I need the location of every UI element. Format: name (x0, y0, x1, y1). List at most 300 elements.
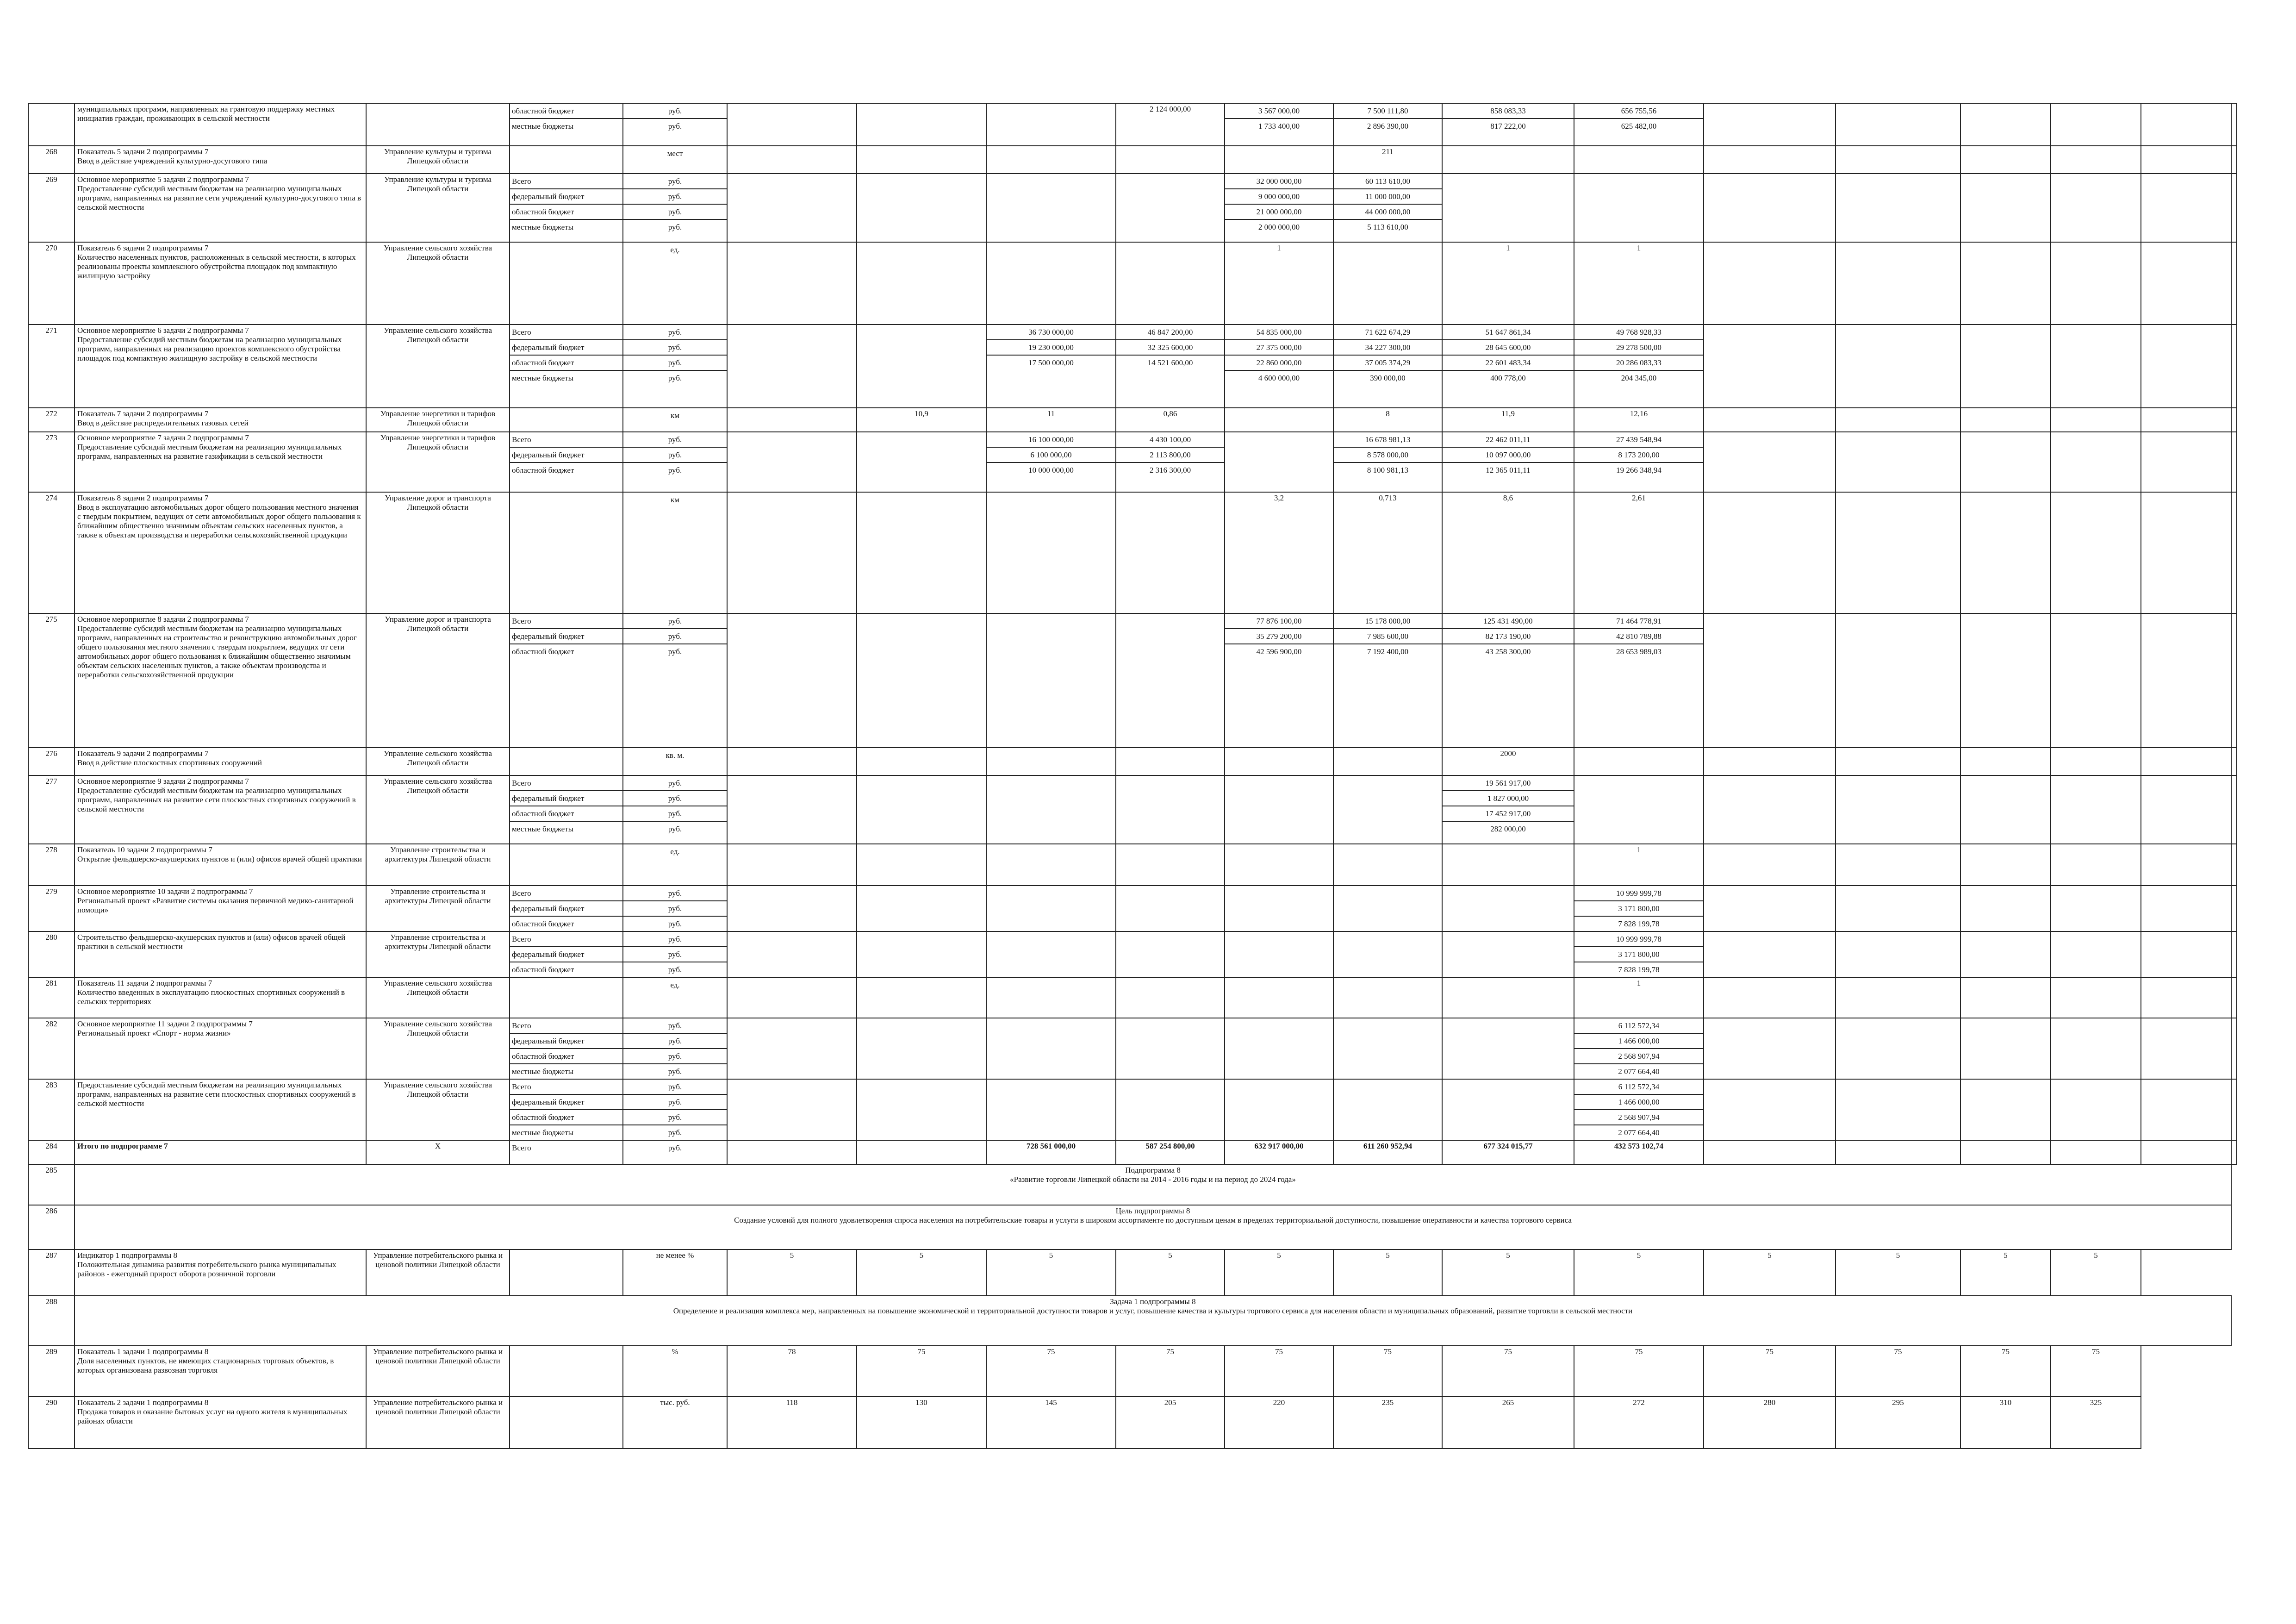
funding-source-line: областной бюджет (510, 356, 622, 371)
value-cell (1960, 775, 2051, 844)
row-number: 276 (28, 748, 75, 775)
value-cell: 5 (1960, 1249, 2051, 1296)
funding-source (510, 977, 623, 1018)
value-cell (1333, 748, 1442, 775)
value-cell (1704, 103, 1836, 146)
value-cell (2231, 886, 2237, 931)
value-cell-line: 9 000 000,00 (1225, 189, 1333, 205)
value-cell (1116, 492, 1225, 613)
value-cell: 130 (857, 1397, 986, 1449)
row-executor: Управление сельского хозяйства Липецкой области (366, 325, 510, 408)
funding-source-line: областной бюджет (510, 1110, 622, 1125)
value-cell (727, 931, 857, 977)
unit-cell-line: руб. (623, 340, 727, 356)
value-cell (986, 492, 1116, 613)
value-cell (1116, 174, 1225, 242)
value-cell: 5 (1442, 1249, 1574, 1296)
value-cell-line: 35 279 200,00 (1225, 629, 1333, 644)
value-cell (1116, 775, 1225, 844)
table-row (28, 748, 2237, 775)
unit-cell (623, 1140, 727, 1164)
value-cell-line: 19 561 917,00 (1443, 776, 1574, 791)
value-cell (1225, 325, 1333, 408)
value-cell (1836, 1140, 1960, 1164)
value-cell (2051, 146, 2141, 174)
value-cell (2051, 977, 2141, 1018)
table-row (28, 977, 2237, 1018)
row-executor: X (366, 1140, 510, 1164)
row-description: Показатель 2 задачи 1 подпрограммы 8 Продажа товаров и оказание бытовых услуг на одного жителя в муниципальных районах области (75, 1397, 366, 1449)
unit-cell-line: руб. (623, 1095, 727, 1110)
value-cell-line: 1 466 000,00 (1574, 1095, 1703, 1110)
row-executor: Управление сельского хозяйства Липецкой области (366, 775, 510, 844)
row-executor: Управление сельского хозяйства Липецкой области (366, 242, 510, 325)
value-cell: 432 573 102,74 (1574, 1140, 1704, 1164)
table-row (28, 103, 2237, 146)
value-cell (1333, 613, 1442, 748)
value-cell: 211 (1333, 146, 1442, 174)
value-cell (1225, 1018, 1333, 1079)
value-cell (2231, 844, 2237, 886)
value-cell: 2,61 (1574, 492, 1704, 613)
value-cell: 75 (1960, 1346, 2051, 1397)
value-cell (857, 432, 986, 492)
row-number: 289 (28, 1346, 75, 1397)
value-cell (1225, 886, 1333, 931)
funding-source-line: Всего (512, 1143, 531, 1152)
value-cell (1116, 146, 1225, 174)
value-cell-line: 625 482,00 (1621, 122, 1657, 131)
value-cell (1836, 613, 1960, 748)
row-executor: Управление сельского хозяйства Липецкой области (366, 1079, 510, 1140)
value-cell (2141, 844, 2231, 886)
funding-source (510, 146, 623, 174)
funding-source-line: Всего (510, 1080, 622, 1095)
unit-cell (623, 103, 727, 146)
value-cell (1225, 146, 1333, 174)
value-cell-line: 3 171 800,00 (1574, 901, 1703, 917)
table-row (28, 844, 2237, 886)
value-cell (2141, 242, 2231, 325)
value-cell (1836, 408, 1960, 432)
value-cell (1704, 408, 1836, 432)
row-executor: Управление сельского хозяйства Липецкой области (366, 1018, 510, 1079)
value-cell (1574, 103, 1704, 146)
value-cell (1225, 931, 1333, 977)
value-cell-line: 77 876 100,00 (1225, 614, 1333, 629)
value-cell (2231, 775, 2237, 844)
value-cell (2231, 1018, 2237, 1079)
funding-source-line: местные бюджеты (512, 223, 574, 231)
row-executor: Управление культуры и туризма Липецкой области (366, 174, 510, 242)
unit-cell: тыс. руб. (623, 1397, 727, 1449)
value-cell (1442, 886, 1574, 931)
unit-cell (623, 748, 727, 775)
value-cell: 8 (1333, 408, 1442, 432)
funding-source-line: областной бюджет (512, 647, 574, 656)
unit-cell (623, 325, 727, 408)
value-cell (1704, 844, 1836, 886)
value-cell (2141, 1018, 2231, 1079)
value-cell-line: 42 810 789,88 (1574, 629, 1703, 644)
value-cell (727, 844, 857, 886)
value-cell (857, 748, 986, 775)
value-cell (1836, 931, 1960, 977)
row-description: Основное мероприятие 10 задачи 2 подпрограммы 7 Региональный проект «Развитие системы оказания первичной медико-санитарной помощи» (75, 886, 366, 931)
value-cell-line: 12 365 011,11 (1486, 466, 1531, 475)
value-cell: 75 (1333, 1346, 1442, 1397)
row-description: Показатель 9 задачи 2 подпрограммы 7 Ввод в действие плоскостных спортивных сооружений (75, 748, 366, 775)
unit-cell (623, 242, 727, 325)
value-cell (1704, 492, 1836, 613)
value-cell (857, 146, 986, 174)
value-cell (1704, 1140, 1836, 1164)
unit-cell-line: руб. (623, 189, 727, 205)
value-cell (857, 613, 986, 748)
unit-cell (623, 492, 727, 613)
value-cell (1960, 432, 2051, 492)
value-cell-line: 43 258 300,00 (1485, 647, 1531, 656)
row-executor: Управление дорог и транспорта Липецкой области (366, 613, 510, 748)
value-cell-line: 4 430 100,00 (1116, 432, 1224, 448)
value-cell: 5 (1225, 1249, 1333, 1296)
row-description: Индикатор 1 подпрограммы 8 Положительная динамика развития потребительского рынка муниципальных районов - ежегодный прирост оборота розничной торговли (75, 1249, 366, 1296)
value-cell: 220 (1225, 1397, 1333, 1449)
funding-source (510, 748, 623, 775)
row-number (28, 103, 75, 146)
row-number: 287 (28, 1249, 75, 1296)
value-cell (1333, 325, 1442, 408)
row-description: Показатель 8 задачи 2 подпрограммы 7 Ввод в эксплуатацию автомобильных дорог общего пользования местного значения с твердым покрытием, ведущих от сети автомобильных дорог общего пользования к ближайшим общественно значимым объектам сельских населенных пунктов, а также к объектам производства и переработки сельскохозяйственной продукции (75, 492, 366, 613)
value-cell (986, 174, 1116, 242)
funding-source (510, 1140, 623, 1164)
row-description: Основное мероприятие 9 задачи 2 подпрограммы 7 Предоставление субсидий местным бюджетам на реализацию муниципальных программ, направленных на развитие сети плоскостных спортивных сооружений в сельской местности (75, 775, 366, 844)
value-cell-line: 51 647 861,34 (1443, 325, 1574, 340)
unit-cell-line: кв. м. (666, 751, 684, 760)
row-description: Предоставление субсидий местным бюджетам на реализацию муниципальных программ, направленных на развитие сети плоскостных спортивных сооружений в сельской местности (75, 1079, 366, 1140)
value-cell (1225, 103, 1333, 146)
row-executor: Управление сельского хозяйства Липецкой области (366, 748, 510, 775)
value-cell: 325 (2051, 1397, 2141, 1449)
value-cell-line: 22 462 011,11 (1443, 432, 1574, 448)
value-cell-line: 22 860 000,00 (1225, 356, 1333, 371)
value-cell (1116, 931, 1225, 977)
value-cell-line: 42 596 900,00 (1256, 647, 1302, 656)
value-cell (1574, 432, 1704, 492)
row-executor: Управление потребительского рынка и ценовой политики Липецкой области (366, 1346, 510, 1397)
funding-source-line: областной бюджет (510, 806, 622, 822)
value-cell-line: 16 100 000,00 (987, 432, 1115, 448)
value-cell: 677 324 015,77 (1442, 1140, 1574, 1164)
value-cell-line: 3 171 800,00 (1574, 947, 1703, 962)
value-cell (1836, 146, 1960, 174)
value-cell: 12,16 (1574, 408, 1704, 432)
unit-cell-line: км (670, 411, 680, 420)
value-cell-line: 37 005 374,29 (1334, 356, 1442, 371)
funding-source-line: Всего (510, 432, 622, 448)
funding-source-line: местные бюджеты (512, 122, 574, 131)
table-row (28, 408, 2237, 432)
value-cell-line: 2 896 390,00 (1367, 122, 1409, 131)
row-description: Основное мероприятие 7 задачи 2 подпрограммы 7 Предоставление субсидий местным бюджетам на реализацию муниципальных программ, направленных на развитие газификации в сельской местности (75, 432, 366, 492)
value-cell-line: 6 112 572,34 (1574, 1018, 1703, 1034)
value-cell (1960, 931, 2051, 977)
row-description: Основное мероприятие 8 задачи 2 подпрограммы 7 Предоставление субсидий местным бюджетам на реализацию муниципальных программ, направленных на строительство и реконструкцию автомобильных дорог общего пользования местного значения с твердым покрытием, ведущих от сети автомобильных дорог общего пользования к ближайшим общественно значимым объектам сельских населенных пунктов, а также объектам производства и переработки сельскохозяйственной продукции (75, 613, 366, 748)
value-cell-line: 44 000 000,00 (1334, 205, 1442, 220)
section-title: Цель подпрограммы 8 (1115, 1206, 1190, 1215)
value-cell (1836, 432, 1960, 492)
unit-cell (623, 146, 727, 174)
table-row (28, 886, 2237, 931)
value-cell (2141, 931, 2231, 977)
value-cell (1116, 886, 1225, 931)
row-number: 270 (28, 242, 75, 325)
funding-source (510, 844, 623, 886)
value-cell (2051, 325, 2141, 408)
value-cell: 5 (1836, 1249, 1960, 1296)
unit-cell (623, 931, 727, 977)
value-cell (1333, 977, 1442, 1018)
section-heading (75, 1164, 2231, 1205)
value-cell-line: 10 000 000,00 (1028, 466, 1074, 475)
row-description: Основное мероприятие 6 задачи 2 подпрограммы 7 Предоставление субсидий местным бюджетам на реализацию муниципальных программ, направленных на реализацию проектов комплексного обустройства площадок под компактную жилищную застройку в сельской местности (75, 325, 366, 408)
value-cell (1960, 613, 2051, 748)
row-number: 284 (28, 1140, 75, 1164)
unit-cell-line: руб. (668, 919, 682, 928)
funding-source-line: областной бюджет (512, 965, 574, 974)
table-row (28, 146, 2237, 174)
funding-source-line: Всего (510, 614, 622, 629)
value-cell-line: 17 500 000,00 (1028, 358, 1074, 367)
funding-source-line: федеральный бюджет (510, 189, 622, 205)
value-cell-line: 32 325 600,00 (1116, 340, 1224, 356)
value-cell (2141, 146, 2231, 174)
funding-source (510, 408, 623, 432)
row-number: 281 (28, 977, 75, 1018)
value-cell (1225, 1079, 1333, 1140)
value-cell-line: 2 077 664,40 (1618, 1067, 1660, 1076)
value-cell: 75 (1836, 1346, 1960, 1397)
value-cell (2231, 1140, 2237, 1164)
unit-cell-line: руб. (623, 325, 727, 340)
unit-cell (623, 1079, 727, 1140)
value-cell: 5 (2051, 1249, 2141, 1296)
value-cell (2141, 775, 2231, 844)
value-cell (1836, 748, 1960, 775)
value-cell (727, 1079, 857, 1140)
value-cell: 5 (986, 1249, 1116, 1296)
unit-cell-line: руб. (668, 965, 682, 974)
value-cell (2051, 775, 2141, 844)
value-cell: 1 (1574, 844, 1704, 886)
value-cell (1225, 432, 1333, 492)
value-cell-line: 858 083,33 (1443, 104, 1574, 119)
value-cell: 1 (1225, 242, 1333, 325)
value-cell (727, 1140, 857, 1164)
value-cell-line: 15 178 000,00 (1334, 614, 1442, 629)
row-description: Строительство фельдшерско-акушерских пунктов и (или) офисов врачей общей практики в сельской местности (75, 931, 366, 977)
table-row (28, 432, 2237, 492)
value-cell (2141, 1079, 2231, 1140)
value-cell (1836, 1079, 1960, 1140)
value-cell-line: 4 600 000,00 (1258, 374, 1300, 382)
value-cell (1116, 1018, 1225, 1079)
value-cell-line: 1 733 400,00 (1258, 122, 1300, 131)
value-cell: 2000 (1442, 748, 1574, 775)
value-cell (1960, 174, 2051, 242)
unit-cell-line: руб. (668, 1067, 682, 1076)
value-cell: 5 (1333, 1249, 1442, 1296)
value-cell-line: 2 000 000,00 (1258, 223, 1300, 231)
value-cell-line: 656 755,56 (1574, 104, 1703, 119)
value-cell (2051, 174, 2141, 242)
value-cell (986, 931, 1116, 977)
funding-source (510, 775, 623, 844)
value-cell (1836, 1018, 1960, 1079)
value-cell (1704, 1079, 1836, 1140)
row-number: 277 (28, 775, 75, 844)
value-cell-line: 6 112 572,34 (1574, 1080, 1703, 1095)
unit-cell-line: руб. (668, 1128, 682, 1137)
funding-source-line: Всего (510, 886, 622, 901)
value-cell (1960, 146, 2051, 174)
value-cell (2051, 886, 2141, 931)
row-number: 274 (28, 492, 75, 613)
value-cell-line: 1 827 000,00 (1443, 791, 1574, 806)
value-cell (857, 492, 986, 613)
unit-cell-line: руб. (668, 223, 682, 231)
value-cell (1960, 492, 2051, 613)
value-cell (1116, 977, 1225, 1018)
value-cell: 75 (1442, 1346, 1574, 1397)
value-cell (1704, 977, 1836, 1018)
value-cell (1116, 1079, 1225, 1140)
value-cell (1704, 1018, 1836, 1079)
funding-source-line: областной бюджет (512, 466, 574, 475)
value-cell-line: 2 113 800,00 (1116, 448, 1224, 463)
funding-source (510, 613, 623, 748)
value-cell-line: 21 000 000,00 (1225, 205, 1333, 220)
unit-cell-line: руб. (668, 647, 682, 656)
unit-cell-line: руб. (623, 174, 727, 189)
value-cell (986, 1079, 1116, 1140)
value-cell (986, 748, 1116, 775)
value-cell (2231, 408, 2237, 432)
value-cell: 1 (1574, 977, 1704, 1018)
value-cell (1116, 748, 1225, 775)
value-cell (857, 1018, 986, 1079)
value-cell (2051, 613, 2141, 748)
funding-source-line: федеральный бюджет (510, 340, 622, 356)
value-cell-line: 28 645 600,00 (1443, 340, 1574, 356)
value-cell (2231, 613, 2237, 748)
section-subtitle: «Развитие торговли Липецкой области на 2014 - 2016 годы и на период до 2024 года» (1010, 1175, 1296, 1184)
row-number: 279 (28, 886, 75, 931)
value-cell: 145 (986, 1397, 1116, 1449)
unit-cell (623, 613, 727, 748)
value-cell (2231, 748, 2237, 775)
funding-source (510, 1346, 623, 1397)
value-cell (2231, 432, 2237, 492)
value-cell (1960, 1018, 2051, 1079)
value-cell (1836, 844, 1960, 886)
value-cell (1116, 432, 1225, 492)
value-cell (857, 1079, 986, 1140)
program-table (28, 103, 2237, 1449)
value-cell (1333, 432, 1442, 492)
value-cell: 75 (1225, 1346, 1333, 1397)
unit-cell-line: руб. (623, 1049, 727, 1064)
value-cell: 0,713 (1333, 492, 1442, 613)
value-cell-line: 7 192 400,00 (1367, 647, 1409, 656)
unit-cell-line: руб. (623, 806, 727, 822)
value-cell (2231, 242, 2237, 325)
unit-cell-line: мест (667, 149, 683, 158)
value-cell-line: 3 567 000,00 (1225, 104, 1333, 119)
value-cell (1960, 103, 2051, 146)
value-cell (1704, 613, 1836, 748)
value-cell: 75 (1116, 1346, 1225, 1397)
value-cell-line: 7 828 199,78 (1618, 965, 1660, 974)
value-cell-line: 32 000 000,00 (1225, 174, 1333, 189)
row-number: 283 (28, 1079, 75, 1140)
value-cell-line: 282 000,00 (1490, 824, 1526, 833)
value-cell: 310 (1960, 1397, 2051, 1449)
row-number: 272 (28, 408, 75, 432)
value-cell (986, 325, 1116, 408)
value-cell (857, 174, 986, 242)
value-cell-line: 16 678 981,13 (1334, 432, 1442, 448)
value-cell (1225, 748, 1333, 775)
table-row (28, 492, 2237, 613)
value-cell (1960, 844, 2051, 886)
value-cell-line: 10 097 000,00 (1443, 448, 1574, 463)
section-heading (75, 1205, 2231, 1249)
value-cell (1333, 775, 1442, 844)
value-cell (1574, 1018, 1704, 1079)
value-cell: 272 (1574, 1397, 1704, 1449)
value-cell (1225, 775, 1333, 844)
table-row (28, 613, 2237, 748)
funding-source (510, 1397, 623, 1449)
value-cell (727, 1018, 857, 1079)
funding-source-line: областной бюджет (510, 1049, 622, 1064)
unit-cell-line: ед. (670, 981, 680, 989)
value-cell (986, 103, 1116, 146)
unit-cell-line: руб. (623, 356, 727, 371)
unit-cell-line: руб. (668, 466, 682, 475)
value-cell (727, 146, 857, 174)
value-cell (1442, 1018, 1574, 1079)
section-subtitle: Определение и реализация комплекса мер, направленных на повышение экономической и территориальной доступности товаров и услуг, повышение качества и культуры торгового сервиса для населения области и муниципальных образований, развитие торговли в сельской местности (673, 1306, 1633, 1316)
section-subtitle: Создание условий для полного удовлетворения спроса населения на потребительские товары и услуги в широком ассортименте по доступным ценам в пределах территориальной доступности, повышение оперативности и качества торгового сервиса (734, 1216, 1572, 1225)
value-cell: 78 (727, 1346, 857, 1397)
value-cell (727, 886, 857, 931)
unit-cell (623, 174, 727, 242)
value-cell (1442, 146, 1574, 174)
value-cell (1574, 748, 1704, 775)
value-cell-line: 36 730 000,00 (987, 325, 1115, 340)
value-cell (2141, 103, 2231, 146)
value-cell (1574, 613, 1704, 748)
value-cell (2051, 1079, 2141, 1140)
value-cell: 2 124 000,00 (1116, 103, 1225, 146)
funding-source-line: федеральный бюджет (510, 791, 622, 806)
funding-source (510, 325, 623, 408)
value-cell (2141, 492, 2231, 613)
value-cell (1704, 931, 1836, 977)
unit-cell (623, 408, 727, 432)
